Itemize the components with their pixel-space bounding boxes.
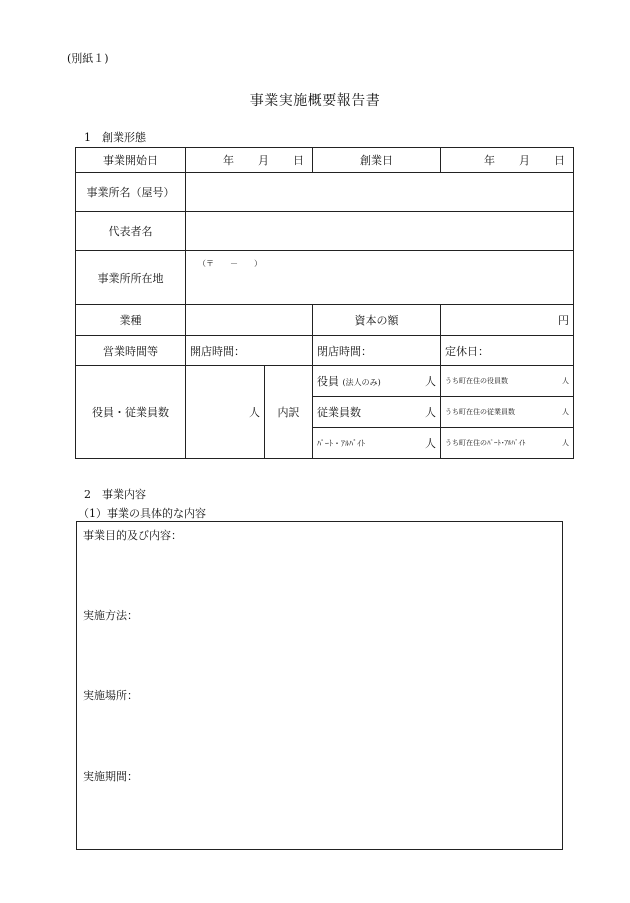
month-unit: 月 — [258, 154, 269, 167]
close-time-label: 閉店時間： — [317, 344, 372, 358]
year-unit: 年 — [484, 154, 495, 167]
section1-heading: 1 創業形態 — [84, 131, 146, 144]
person-unit: 人 — [562, 408, 569, 416]
start-date-label: 事業開始日 — [76, 148, 186, 173]
town-parttime-label: うち町在住のﾊﾟｰﾄ･ｱﾙﾊﾞｲﾄ — [445, 439, 526, 447]
parttime-field[interactable] — [313, 428, 441, 459]
month-unit: 月 — [519, 154, 530, 167]
staff-count-label: 役員・従業員数 — [76, 366, 186, 459]
day-unit: 日 — [554, 154, 565, 167]
town-officer-label: うち町在住の役員数 — [445, 377, 508, 385]
year-unit: 年 — [223, 154, 234, 167]
person-unit: 人 — [249, 406, 260, 419]
person-unit: 人 — [425, 375, 436, 388]
method-label: 実施方法： — [83, 609, 138, 622]
town-employee-field[interactable] — [441, 397, 574, 428]
breakdown-label: 内訳 — [265, 366, 313, 459]
person-unit: 人 — [562, 439, 569, 447]
business-name-label: 事業所名（屋号） — [76, 173, 186, 212]
person-unit: 人 — [425, 406, 436, 419]
industry-field[interactable] — [186, 305, 313, 336]
open-time-field[interactable] — [186, 336, 313, 366]
day-unit: 日 — [293, 154, 304, 167]
person-unit: 人 — [562, 377, 569, 385]
town-parttime-field[interactable] — [441, 428, 574, 459]
postal-code-hint: （〒 － ） — [198, 259, 262, 268]
period-label: 実施期間： — [83, 770, 138, 783]
place-label: 実施場所： — [83, 689, 138, 702]
founding-date-field[interactable] — [441, 148, 574, 173]
business-content-box[interactable] — [76, 521, 563, 850]
parttime-label: ﾊﾟｰﾄ・ｱﾙﾊﾞｲﾄ — [317, 438, 365, 448]
officer-field[interactable] — [313, 366, 441, 397]
yen-unit: 円 — [558, 314, 569, 327]
officer-note: (法人のみ) — [342, 378, 381, 387]
employee-label: 従業員数 — [317, 406, 361, 419]
employee-field[interactable] — [313, 397, 441, 428]
representative-label: 代表者名 — [76, 212, 186, 251]
close-time-field[interactable] — [313, 336, 441, 366]
section2-subheading: （1）事業の具体的な内容 — [78, 507, 206, 520]
founding-date-label: 創業日 — [313, 148, 441, 173]
staff-total-field[interactable] — [186, 366, 265, 459]
start-date-field[interactable] — [186, 148, 313, 173]
attachment-note: (別紙１) — [67, 52, 109, 65]
town-employee-label: うち町在住の従業員数 — [445, 408, 515, 416]
officer-label: 役員 — [317, 375, 339, 388]
capital-label: 資本の額 — [313, 305, 441, 336]
business-form-grid — [75, 147, 574, 459]
business-name-field[interactable] — [186, 173, 574, 212]
purpose-label: 事業目的及び内容： — [83, 529, 182, 542]
representative-field[interactable] — [186, 212, 574, 251]
person-unit: 人 — [425, 437, 436, 450]
capital-field[interactable] — [441, 305, 574, 336]
hours-label: 営業時間等 — [76, 336, 186, 366]
holiday-label: 定休日： — [445, 344, 489, 358]
industry-label: 業種 — [76, 305, 186, 336]
document-title: 事業実施概要報告書 — [249, 93, 381, 109]
address-field[interactable] — [186, 251, 574, 305]
holiday-field[interactable] — [441, 336, 574, 366]
open-time-label: 開店時間： — [190, 344, 245, 358]
section2-heading: 2 事業内容 — [84, 488, 146, 501]
address-label: 事業所所在地 — [76, 251, 186, 305]
town-officer-field[interactable] — [441, 366, 574, 397]
